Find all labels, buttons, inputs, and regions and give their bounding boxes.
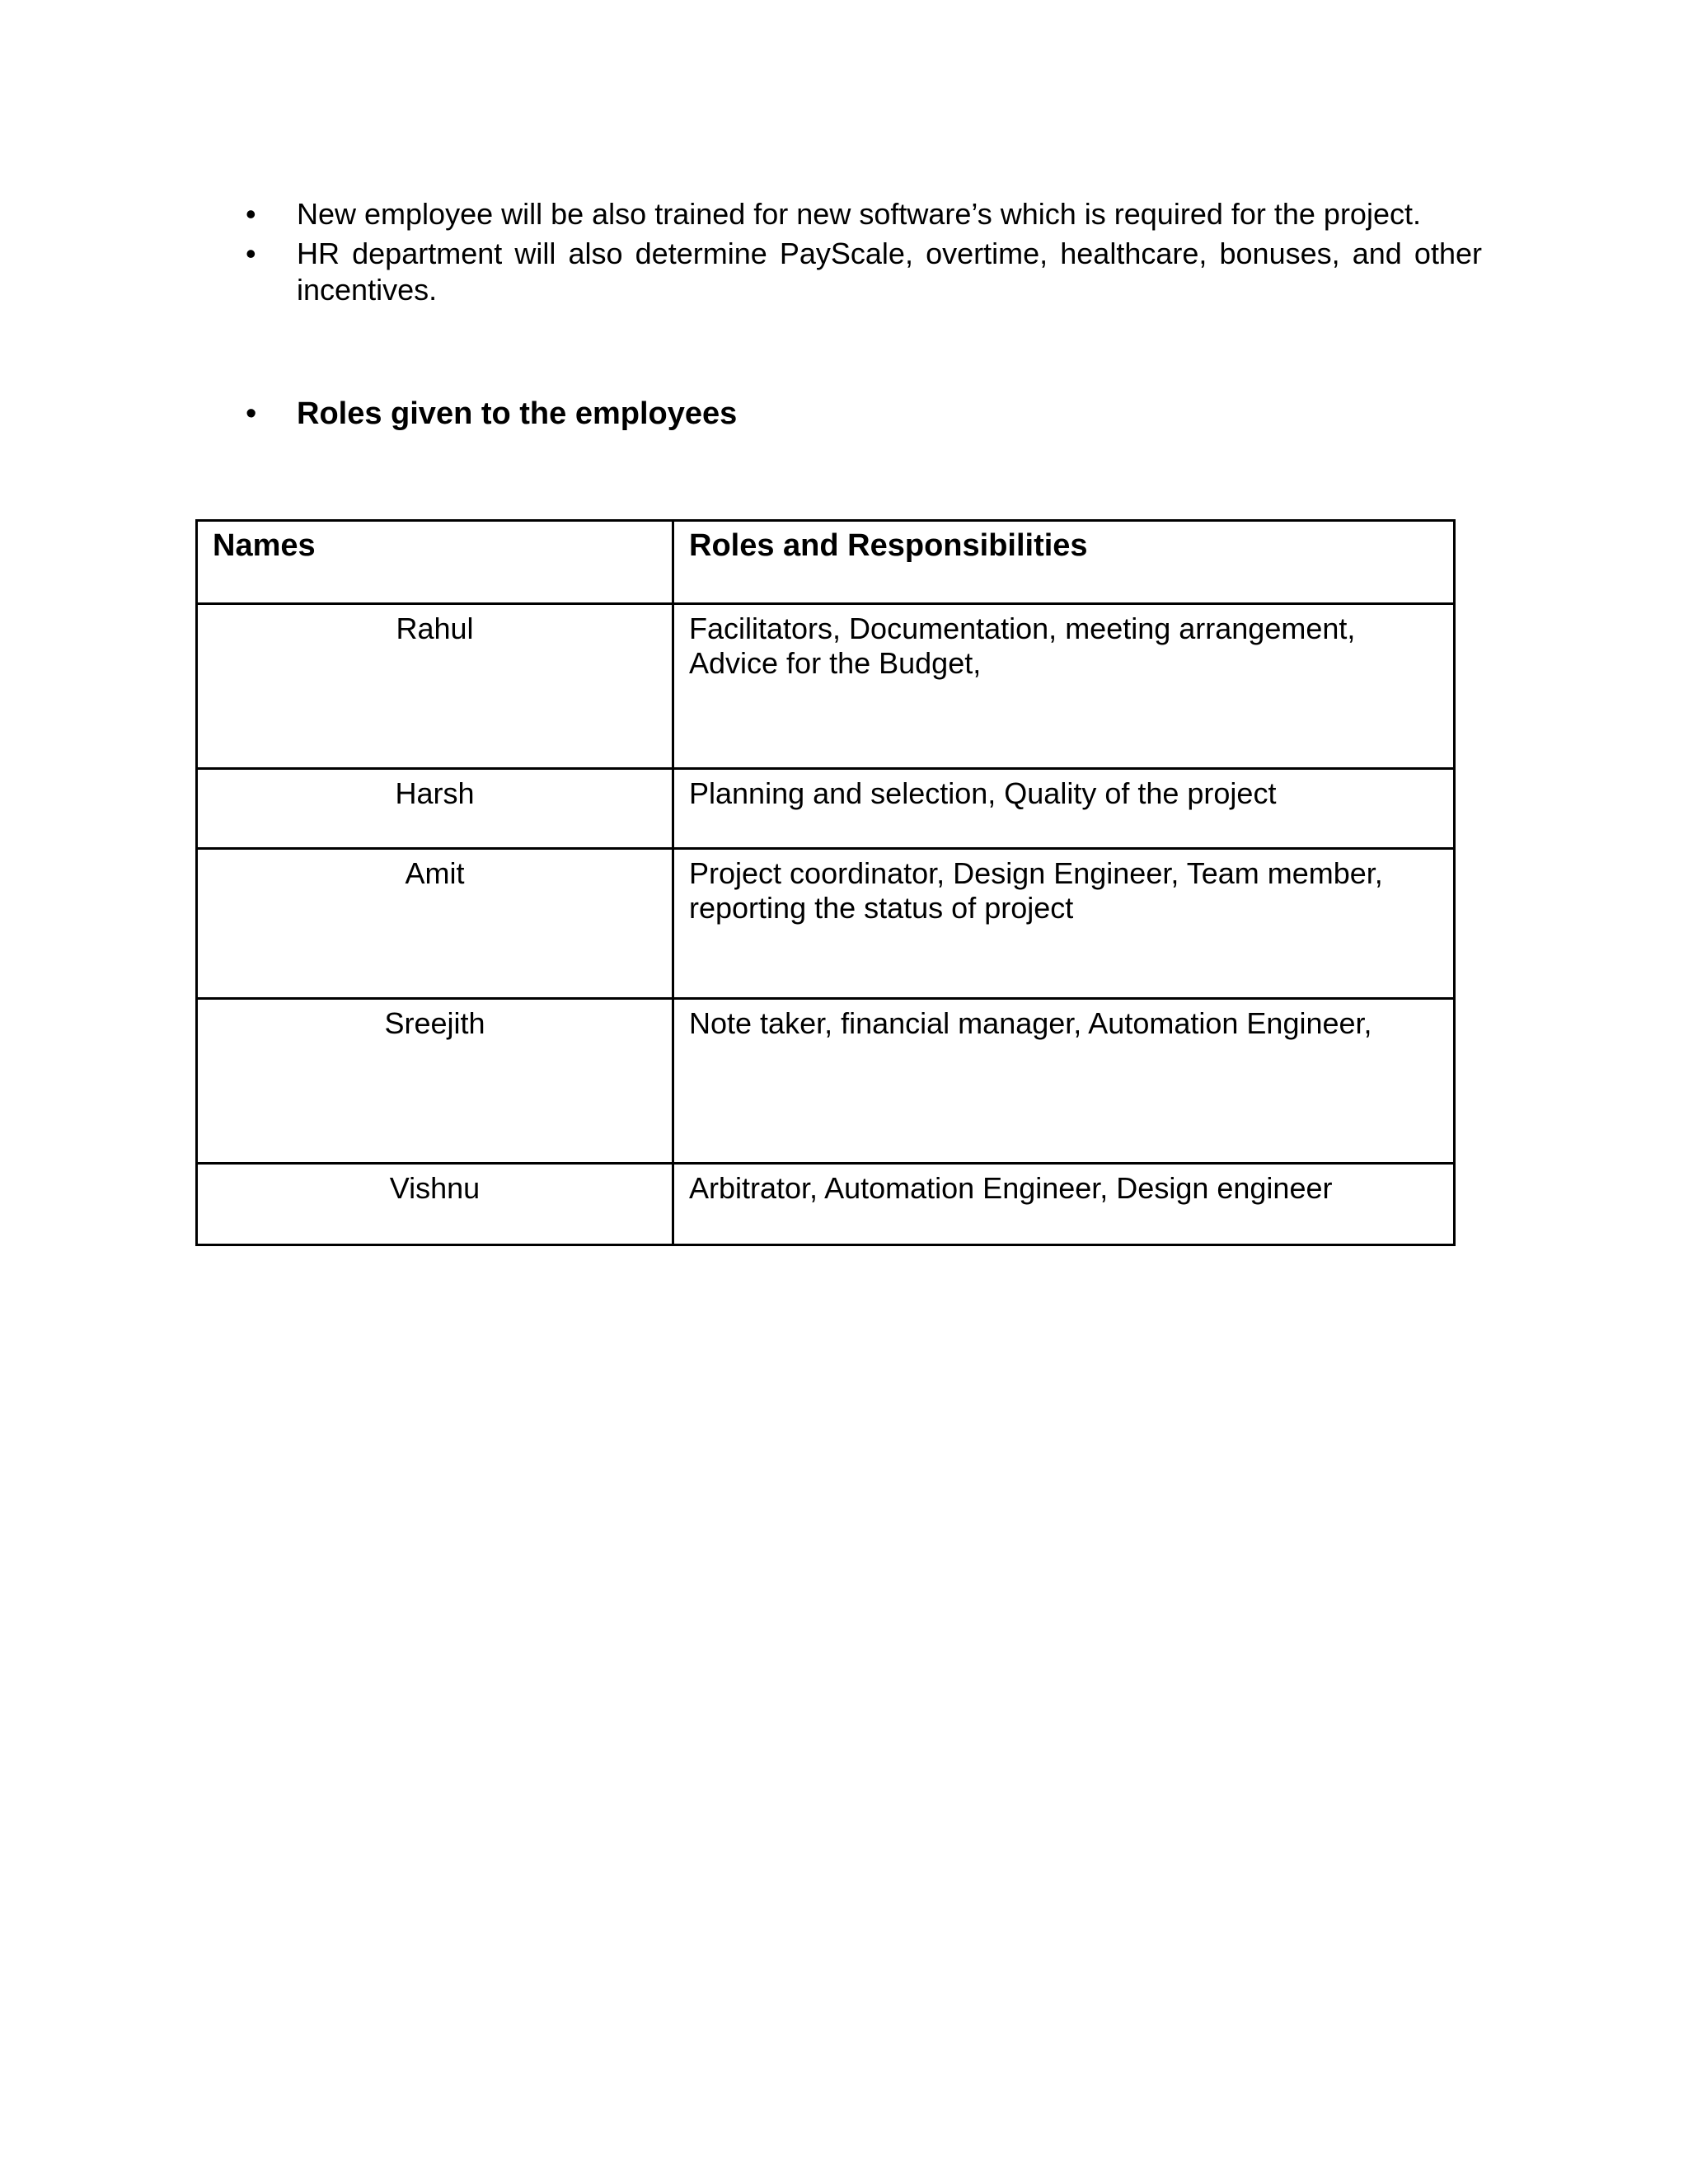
table-row <box>197 604 1455 769</box>
bullet-icon: • <box>246 396 257 431</box>
name-cell: Amit <box>197 849 673 999</box>
section-heading-text: Roles given to the employees <box>297 396 738 431</box>
names-header: Names <box>197 521 673 604</box>
bullet-text: New employee will be also trained for new software’s which is required for the project. <box>297 197 1421 231</box>
role-cell: Project coordinator, Design Engineer, Team member, reporting the status of project <box>673 849 1455 999</box>
role-cell: Planning and selection, Quality of the project <box>673 769 1455 849</box>
table-row <box>197 849 1455 999</box>
table-row <box>197 1164 1455 1245</box>
bullet-text: HR department will also determine PayScale, overtime, healthcare, bonuses, and other incentives. <box>297 237 1482 307</box>
bullet-list <box>246 196 1482 312</box>
name-cell: Vishnu <box>197 1164 673 1245</box>
table-row <box>197 769 1455 849</box>
roles-header: Roles and Responsibilities <box>673 521 1455 604</box>
bullet-icon: • <box>246 197 256 231</box>
name-cell: Harsh <box>197 769 673 849</box>
role-cell: Arbitrator, Automation Engineer, Design engineer <box>673 1164 1455 1245</box>
name-cell: Rahul <box>197 604 673 769</box>
list-item <box>246 196 1482 232</box>
section-heading <box>246 394 737 434</box>
roles-table <box>195 519 1456 1246</box>
list-item <box>246 236 1482 308</box>
bullet-icon: • <box>246 237 256 270</box>
role-cell: Note taker, financial manager, Automation Engineer, <box>673 999 1455 1164</box>
table-header-row <box>197 521 1455 604</box>
role-cell: Facilitators, Documentation, meeting arrangement, Advice for the Budget, <box>673 604 1455 769</box>
table-row <box>197 999 1455 1164</box>
name-cell: Sreejith <box>197 999 673 1164</box>
